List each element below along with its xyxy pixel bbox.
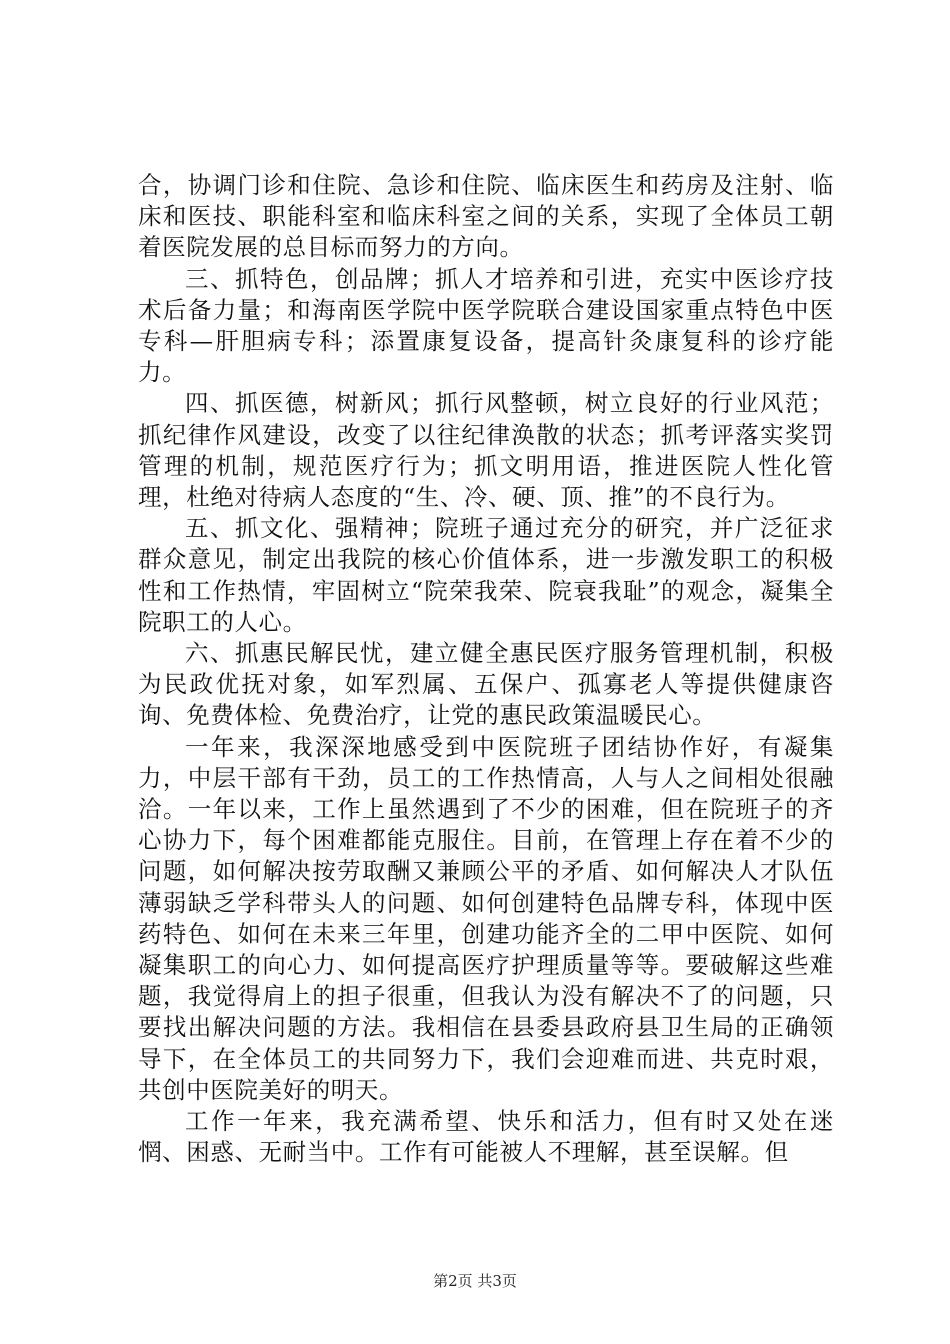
paragraph-section-three: 三、抓特色，创品牌；抓人才培养和引进，充实中医诊疗技术后备力量；和海南医学院中医学院联合建设国家重点特色中医专科—肝胆病专科；添置康复设备，提高针灸康复科的诊疗能力。 [138, 264, 834, 387]
paragraph-section-six: 六、抓惠民解民忧，建立健全惠民医疗服务管理机制，积极为民政优抚对象，如军烈属、五保户、孤寡老人等提供健康咨询、免费体检、免费治疗，让党的惠民政策温暖民心。 [138, 639, 834, 730]
paragraph-section-five: 五、抓文化、强精神；院班子通过充分的研究，并广泛征求群众意见，制定出我院的核心价值体系，进一步激发职工的积极性和工作热情，牢固树立“院荣我荣、院衰我耻”的观念，凝集全院职工的人心。 [138, 514, 834, 636]
paragraph-year-review: 一年来，我深深地感受到中医院班子团结协作好，有凝集力，中层干部有干劲，员工的工作热情高，人与人之间相处很融洽。一年以来，工作上虽然遇到了不少的困难，但在院班子的齐心协力下，每个困难都能克服住。目前，在管理上存在着不少的问题，如何解决按劳取酬又兼顾公平的矛盾、如何解决人才队伍薄弱缺乏学科带头人的问题、如何创建特色品牌专科，体现中医药特色、如何在未来三年里，创建功能齐全的二甲中医院、如何凝集职工的向心力、如何提高医疗护理质量等等。要破解这些难题，我觉得肩上的担子很重，但我认为没有解决不了的问题，只要找出解决问题的方法。我相信在县委县政府县卫生局的正确领导下，在全体员工的共同努力下，我们会迎难而进、共克时艰，共创中医院美好的明天。 [138, 732, 834, 1104]
page-footer: 第2页 共3页 [433, 1272, 517, 1290]
document-body [138, 170, 834, 1169]
paragraph-section-four: 四、抓医德，树新风；抓行风整顿，树立良好的行业风范；抓纪律作风建设，改变了以往纪律涣散的状态；抓考评落实奖罚管理的机制，规范医疗行为；抓文明用语，推进医院人性化管理，杜绝对待病人态度的“生、冷、硬、顶、推”的不良行为。 [138, 389, 834, 512]
paragraph-continuation: 合，协调门诊和住院、急诊和住院、临床医生和药房及注射、临床和医技、职能科室和临床科室之间的关系，实现了全体员工朝着医院发展的总目标而努力的方向。 [138, 171, 834, 262]
paragraph-closing: 工作一年来，我充满希望、快乐和活力，但有时又处在迷惘、困惑、无耐当中。工作有可能被人不理解，甚至误解。但 [138, 1107, 834, 1167]
